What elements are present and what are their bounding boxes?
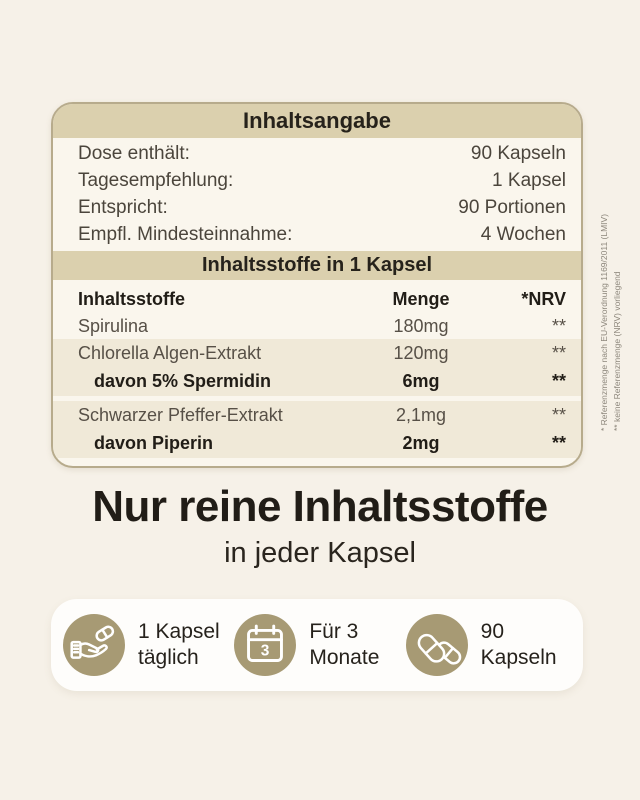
info-row xyxy=(53,167,581,194)
ingredient-name: davon Piperin xyxy=(94,433,214,454)
ingredient-row xyxy=(53,401,581,430)
feature-label-line1: Für 3 xyxy=(309,620,359,643)
ingredient-nrv: ** xyxy=(551,315,566,336)
ingredient-nrv: ** xyxy=(551,433,566,454)
info-label: Dose enthält: xyxy=(78,142,190,164)
ingredient-row xyxy=(53,430,581,459)
info-row xyxy=(53,221,581,248)
info-row xyxy=(53,140,581,167)
ingredient-group xyxy=(53,339,581,396)
ingredient-amount: 2mg xyxy=(402,433,440,454)
col-header-amount: Menge xyxy=(392,288,450,309)
ingredient-group xyxy=(53,401,581,458)
ingredient-nrv: ** xyxy=(551,342,566,363)
feature-label-line1: 90 xyxy=(480,620,505,643)
features-card xyxy=(51,599,583,691)
feature-daily-dose xyxy=(63,614,234,676)
info-label: Tagesempfehlung: xyxy=(78,169,234,191)
feature-label-line2: Kapseln xyxy=(480,646,557,669)
col-header-name: Inhaltsstoffe xyxy=(78,288,186,309)
nrv-footnotes xyxy=(598,131,624,431)
info-value: 90 Kapseln xyxy=(470,142,566,164)
ingredient-nrv: ** xyxy=(551,404,566,425)
ingredients-section-title: Inhaltsstoffe in 1 Kapsel xyxy=(53,251,581,280)
ingredient-name: Schwarzer Pfeffer-Extrakt xyxy=(78,404,283,425)
ingredient-name: davon 5% Spermidin xyxy=(94,371,272,392)
ingredient-row xyxy=(53,339,581,368)
ingredient-amount: 120mg xyxy=(393,342,449,363)
ingredient-amount: 180mg xyxy=(393,315,449,336)
headline-block xyxy=(0,479,640,571)
col-header-nrv: *NRV xyxy=(521,288,566,309)
info-label: Entspricht: xyxy=(78,196,168,218)
svg-text:3: 3 xyxy=(261,642,270,660)
feature-label-line2: Monate xyxy=(309,646,380,669)
feature-label-line2: täglich xyxy=(138,646,199,669)
ingredient-row xyxy=(53,313,581,339)
ingredient-row xyxy=(53,368,581,397)
ingredient-amount: 6mg xyxy=(402,371,440,392)
info-value: 90 Portionen xyxy=(458,196,566,218)
info-row xyxy=(53,194,581,221)
ingredient-name: Chlorella Algen-Extrakt xyxy=(78,342,262,363)
hand-pill-icon xyxy=(63,614,125,676)
feature-label xyxy=(138,619,220,671)
info-value: 4 Wochen xyxy=(480,223,566,245)
info-value: 1 Kapsel xyxy=(492,169,566,191)
feature-capsule-count xyxy=(406,614,577,676)
calendar-icon xyxy=(234,614,296,676)
nutrition-facts-card xyxy=(51,102,583,468)
footnote-line: * Referenzmenge nach EU-Verordnung 1169/2011 (LMIV) xyxy=(599,213,609,431)
headline-subtitle: in jeder Kapsel xyxy=(224,537,416,569)
feature-label xyxy=(309,619,379,671)
facts-card-title: Inhaltsangabe xyxy=(53,104,581,138)
feature-duration xyxy=(234,614,405,676)
footnote-line: ** keine Referenzmenge (NRV) vorliegend xyxy=(612,271,622,431)
feature-label xyxy=(481,619,557,671)
capsules-icon xyxy=(406,614,468,676)
info-label: Empfl. Mindesteinnahme: xyxy=(78,223,293,245)
dose-info-section xyxy=(53,138,581,251)
ingredient-name: Spirulina xyxy=(78,315,149,336)
ingredients-header-row xyxy=(53,280,581,313)
feature-label-line1: 1 Kapsel xyxy=(138,620,220,643)
headline-title: Nur reine Inhaltsstoffe xyxy=(92,482,548,531)
ingredient-amount: 2,1mg xyxy=(395,404,447,425)
ingredient-nrv: ** xyxy=(551,371,566,392)
